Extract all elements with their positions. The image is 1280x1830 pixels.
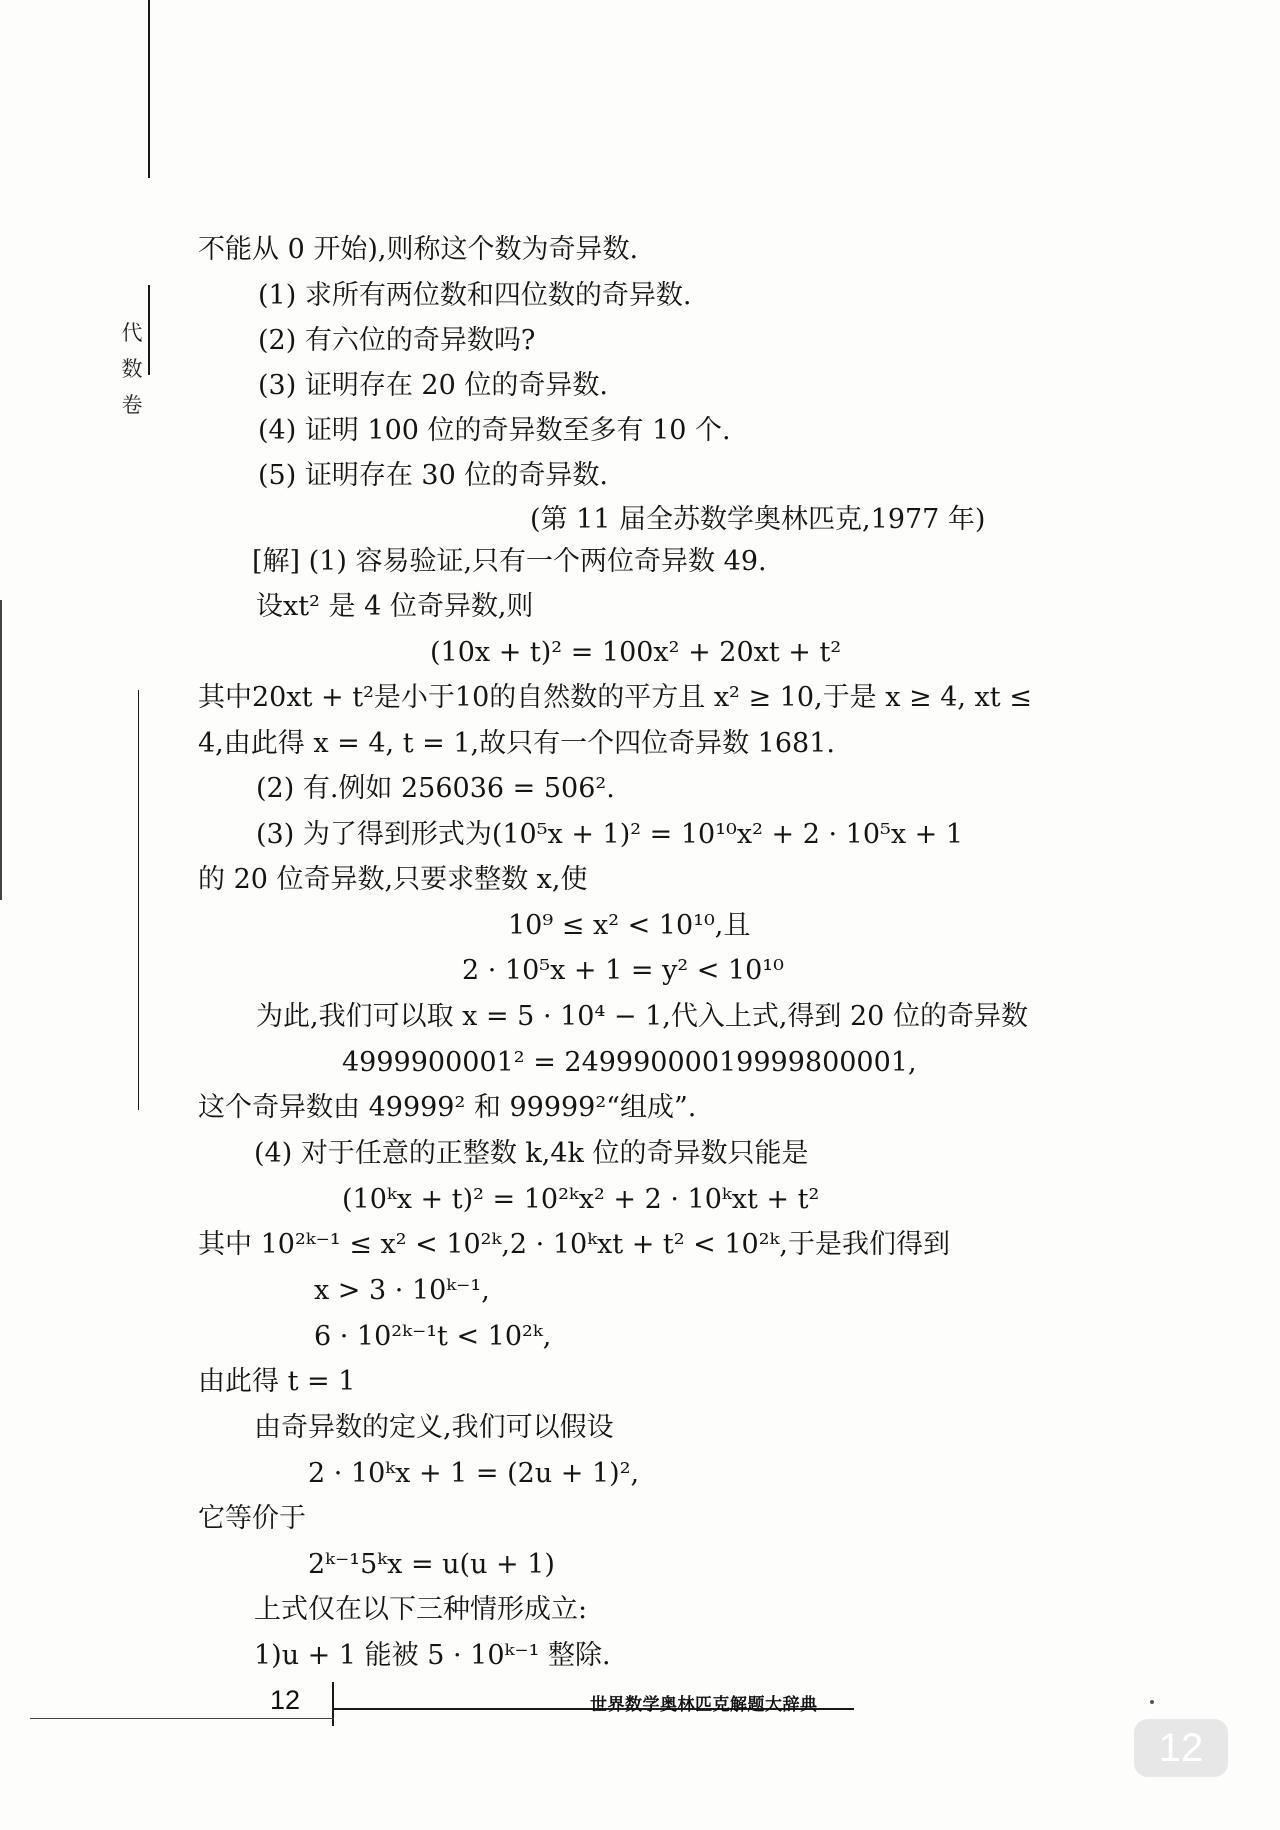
text-line: 的 20 位奇异数,只要求整数 x,使 [198,864,588,895]
text-line: 设xt² 是 4 位奇异数,则 [256,591,534,622]
scan-speck [1150,1700,1154,1704]
text-line: 4,由此得 x = 4, t = 1,故只有一个四位奇异数 1681. [198,728,835,759]
footer-rule-left [30,1718,334,1719]
solution-part-3: (3) 为了得到形式为(10⁵x + 1)² = 10¹⁰x² + 2 · 10⁵x + 1 [256,819,964,850]
text-line: 其中20xt + t²是小于10的自然数的平方且 x² ≥ 10,于是 x ≥ 4, xt ≤ [198,682,1032,713]
side-label-char: 数 [121,357,143,381]
side-label-char: 代 [121,321,143,345]
equation: 6 · 10²ᵏ⁻¹t < 10²ᵏ, [314,1321,552,1352]
text-line: 其中 10²ᵏ⁻¹ ≤ x² < 10²ᵏ,2 · 10ᵏxt + t² < 10²ᵏ,于是我们得到 [198,1229,950,1260]
viewer-page-indicator: 12 [1134,1719,1228,1777]
problem-source: (第 11 届全苏数学奥林匹克,1977 年) [530,504,986,535]
book-title: 世界数学奥林匹克解题大辞典 [590,1695,818,1714]
text-line: 上式仅在以下三种情形成立: [254,1594,588,1625]
left-edge-line [0,600,2,900]
problem-part-1: (1) 求所有两位数和四位数的奇异数. [258,280,692,311]
side-label-algebra-volume [120,315,144,423]
text-line: 它等价于 [198,1503,306,1534]
equation: 10⁹ ≤ x² < 10¹⁰,且 [508,910,751,941]
solution-start: [解] (1) 容易验证,只有一个两位奇异数 49. [252,546,767,577]
solution-part-4: (4) 对于任意的正整数 k,4k 位的奇异数只能是 [254,1138,809,1169]
text-line: 由奇异数的定义,我们可以假设 [254,1412,614,1443]
text-line: 这个奇异数由 49999² 和 99999²“组成”. [198,1092,697,1123]
equation: (10x + t)² = 100x² + 20xt + t² [430,637,842,668]
equation: x > 3 · 10ᵏ⁻¹, [314,1275,490,1306]
problem-part-4: (4) 证明 100 位的奇异数至多有 10 个. [258,415,731,446]
text-line: 1)u + 1 能被 5 · 10ᵏ⁻¹ 整除. [254,1640,611,1671]
equation: 2 · 10⁵x + 1 = y² < 10¹⁰ [462,955,784,986]
side-label-char: 卷 [121,393,143,417]
problem-part-5: (5) 证明存在 30 位的奇异数. [258,460,608,491]
equation: 4999900001² = 24999000019999800001, [342,1047,917,1078]
footer-divider [332,1682,334,1726]
margin-rule-short [148,285,150,375]
page-number: 12 [270,1685,301,1715]
equation: 2 · 10ᵏx + 1 = (2u + 1)², [308,1458,640,1489]
top-scan-line [148,0,150,178]
solution-part-2: (2) 有.例如 256036 = 506². [256,773,615,804]
margin-rule-long [138,690,139,1110]
equation: 2ᵏ⁻¹5ᵏx = u(u + 1) [308,1549,555,1580]
problem-part-2: (2) 有六位的奇异数吗? [258,325,536,356]
problem-part-3: (3) 证明存在 20 位的奇异数. [258,370,608,401]
text-line: 由此得 t = 1 [198,1366,356,1397]
text-line: 不能从 0 开始),则称这个数为奇异数. [198,234,639,265]
equation: (10ᵏx + t)² = 10²ᵏx² + 2 · 10ᵏxt + t² [342,1184,820,1215]
text-line: 为此,我们可以取 x = 5 · 10⁴ − 1,代入上式,得到 20 位的奇异数 [256,1001,1028,1032]
